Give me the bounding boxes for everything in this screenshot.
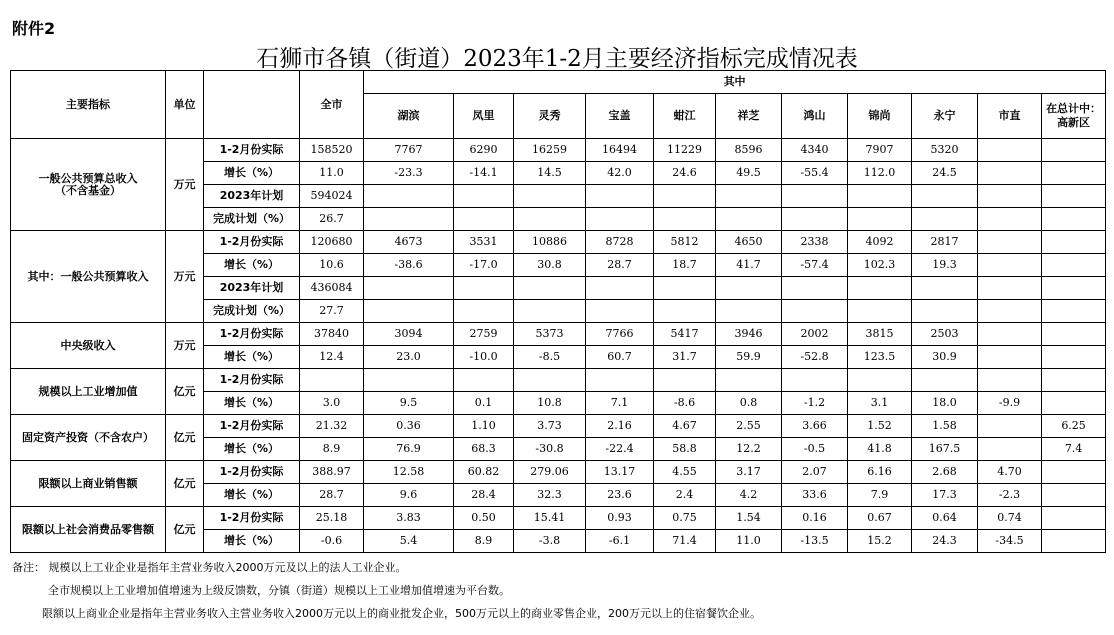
header-blank: [204, 71, 300, 139]
town-value: 5373: [514, 323, 586, 346]
town-value: 4.55: [654, 461, 716, 484]
town-value: 4650: [716, 231, 782, 254]
row-label: 完成计划（%）: [204, 300, 300, 323]
town-value: [978, 254, 1042, 277]
row-label: 1-2月份实际: [204, 369, 300, 392]
row-label: 1-2月份实际: [204, 231, 300, 254]
town-value: 12.58: [364, 461, 454, 484]
town-value: 2.68: [912, 461, 978, 484]
town-value: 0.67: [848, 507, 912, 530]
town-value: [782, 185, 848, 208]
town-value: 11229: [654, 139, 716, 162]
town-value: -9.9: [978, 392, 1042, 415]
town-value: 3.73: [514, 415, 586, 438]
town-value: -22.4: [586, 438, 654, 461]
indicator-name: 规模以上工业增加值: [11, 369, 166, 415]
town-value: -6.1: [586, 530, 654, 553]
town-value: [1042, 346, 1106, 369]
town-value: 3.83: [364, 507, 454, 530]
town-value: 10886: [514, 231, 586, 254]
town-value: 60.7: [586, 346, 654, 369]
table-row: [11, 415, 1106, 438]
town-value: 0.64: [912, 507, 978, 530]
town-value: 58.8: [654, 438, 716, 461]
city-value: 158520: [300, 139, 364, 162]
town-value: 24.6: [654, 162, 716, 185]
town-value: [1042, 323, 1106, 346]
table-row: [11, 323, 1106, 346]
town-value: [454, 185, 514, 208]
header-town: 在总计中：高新区: [1042, 94, 1106, 139]
town-value: [654, 300, 716, 323]
row-label: 增长（%）: [204, 438, 300, 461]
city-value: [300, 369, 364, 392]
unit-cell: 亿元: [166, 461, 204, 507]
town-value: 28.7: [586, 254, 654, 277]
town-value: 1.52: [848, 415, 912, 438]
indicator-name: 限额以上商业销售额: [11, 461, 166, 507]
town-value: [364, 277, 454, 300]
row-label: 增长（%）: [204, 346, 300, 369]
city-value: 37840: [300, 323, 364, 346]
indicator-name: 一般公共预算总收入 （不含基金）: [11, 139, 166, 231]
town-value: [912, 185, 978, 208]
note-3: 限额以上商业企业是指年主营业务收入主营业务收入2000万元以上的商业批发企业，500万元以上的商业零售企业，200万元以上的住宿餐饮企业。: [42, 607, 761, 620]
town-value: 7.1: [586, 392, 654, 415]
town-value: 23.0: [364, 346, 454, 369]
town-value: [978, 415, 1042, 438]
town-value: -55.4: [782, 162, 848, 185]
indicator-name: 中央级收入: [11, 323, 166, 369]
row-label: 增长（%）: [204, 254, 300, 277]
town-value: 0.8: [716, 392, 782, 415]
town-value: 3946: [716, 323, 782, 346]
note-2: 全市规模以上工业增加值增速为上级反馈数，分镇（街道）规模以上工业增加值增速为平台数。: [48, 584, 510, 597]
indicator-name: 其中：一般公共预算收入: [11, 231, 166, 323]
town-value: [782, 277, 848, 300]
header-indicator: 主要指标: [11, 71, 166, 139]
town-value: 5812: [654, 231, 716, 254]
header-group: 其中: [364, 71, 1106, 94]
city-value: 10.6: [300, 254, 364, 277]
city-value: -0.6: [300, 530, 364, 553]
town-value: -8.5: [514, 346, 586, 369]
row-label: 增长（%）: [204, 392, 300, 415]
town-value: 0.75: [654, 507, 716, 530]
town-value: 3.1: [848, 392, 912, 415]
row-label: 1-2月份实际: [204, 139, 300, 162]
indicator-name: 限额以上社会消费品零售额: [11, 507, 166, 553]
town-value: 0.50: [454, 507, 514, 530]
town-value: [716, 185, 782, 208]
town-value: [978, 231, 1042, 254]
town-value: [912, 208, 978, 231]
town-value: 33.6: [782, 484, 848, 507]
town-value: [978, 438, 1042, 461]
town-value: 2.07: [782, 461, 848, 484]
row-label: 2023年计划: [204, 185, 300, 208]
header-town: 市直: [978, 94, 1042, 139]
town-value: 9.6: [364, 484, 454, 507]
town-value: 11.0: [716, 530, 782, 553]
table-row: [11, 461, 1106, 484]
town-value: 279.06: [514, 461, 586, 484]
table-row: [11, 507, 1106, 530]
note-1: 备注： 规模以上工业企业是指年主营业务收入2000万元及以上的法人工业企业。: [12, 561, 407, 574]
town-value: [782, 369, 848, 392]
header-town: 锦尚: [848, 94, 912, 139]
town-value: 16494: [586, 139, 654, 162]
town-value: 31.7: [654, 346, 716, 369]
town-value: 3094: [364, 323, 454, 346]
town-value: 12.2: [716, 438, 782, 461]
town-value: [978, 369, 1042, 392]
header-town: 永宁: [912, 94, 978, 139]
town-value: 0.1: [454, 392, 514, 415]
town-value: 2817: [912, 231, 978, 254]
town-value: 6.25: [1042, 415, 1106, 438]
town-value: 6.16: [848, 461, 912, 484]
town-value: [1042, 392, 1106, 415]
town-value: -30.8: [514, 438, 586, 461]
header-town: 宝盖: [586, 94, 654, 139]
city-value: 8.9: [300, 438, 364, 461]
town-value: [1042, 507, 1106, 530]
city-value: 3.0: [300, 392, 364, 415]
town-value: [514, 300, 586, 323]
town-value: [1042, 300, 1106, 323]
town-value: [654, 185, 716, 208]
town-value: -57.4: [782, 254, 848, 277]
town-value: 167.5: [912, 438, 978, 461]
town-value: [1042, 484, 1106, 507]
header-town: 凤里: [454, 94, 514, 139]
town-value: [912, 369, 978, 392]
unit-cell: 亿元: [166, 507, 204, 553]
city-value: 12.4: [300, 346, 364, 369]
town-value: 60.82: [454, 461, 514, 484]
town-value: [978, 162, 1042, 185]
town-value: [514, 369, 586, 392]
town-value: 71.4: [654, 530, 716, 553]
town-value: 4.67: [654, 415, 716, 438]
town-value: 7767: [364, 139, 454, 162]
header-town: 鸿山: [782, 94, 848, 139]
town-value: [978, 208, 1042, 231]
town-value: 2002: [782, 323, 848, 346]
row-label: 增长（%）: [204, 530, 300, 553]
town-value: [848, 300, 912, 323]
town-value: 16259: [514, 139, 586, 162]
town-value: 15.2: [848, 530, 912, 553]
notes: [12, 556, 761, 625]
town-value: 32.3: [514, 484, 586, 507]
row-label: 完成计划（%）: [204, 208, 300, 231]
header-town: 灵秀: [514, 94, 586, 139]
town-value: 1.58: [912, 415, 978, 438]
town-value: 2.55: [716, 415, 782, 438]
town-value: 41.8: [848, 438, 912, 461]
town-value: 8596: [716, 139, 782, 162]
town-value: 3.17: [716, 461, 782, 484]
town-value: 24.5: [912, 162, 978, 185]
town-value: [364, 369, 454, 392]
town-value: -34.5: [978, 530, 1042, 553]
town-value: [716, 300, 782, 323]
town-value: 7766: [586, 323, 654, 346]
town-value: 4.70: [978, 461, 1042, 484]
header-unit: 单位: [166, 71, 204, 139]
town-value: [514, 185, 586, 208]
town-value: [586, 369, 654, 392]
town-value: 9.5: [364, 392, 454, 415]
town-value: 2.16: [586, 415, 654, 438]
town-value: [978, 277, 1042, 300]
town-value: 30.9: [912, 346, 978, 369]
town-value: 0.36: [364, 415, 454, 438]
town-value: [782, 208, 848, 231]
town-value: 112.0: [848, 162, 912, 185]
town-value: 3815: [848, 323, 912, 346]
town-value: 1.10: [454, 415, 514, 438]
unit-cell: 万元: [166, 231, 204, 323]
town-value: [364, 185, 454, 208]
town-value: 2338: [782, 231, 848, 254]
town-value: 5320: [912, 139, 978, 162]
town-value: -2.3: [978, 484, 1042, 507]
town-value: 15.41: [514, 507, 586, 530]
town-value: -52.8: [782, 346, 848, 369]
town-value: 7.9: [848, 484, 912, 507]
town-value: -38.6: [364, 254, 454, 277]
town-value: [978, 139, 1042, 162]
town-value: [978, 323, 1042, 346]
town-value: -17.0: [454, 254, 514, 277]
indicator-table: [10, 70, 1106, 553]
town-value: 5417: [654, 323, 716, 346]
town-value: [848, 208, 912, 231]
indicator-name: 固定资产投资（不含农户）: [11, 415, 166, 461]
town-value: [654, 277, 716, 300]
town-value: [1042, 139, 1106, 162]
town-value: 0.16: [782, 507, 848, 530]
table-row: [11, 139, 1106, 162]
row-label: 增长（%）: [204, 162, 300, 185]
town-value: [1042, 208, 1106, 231]
header-city: 全市: [300, 71, 364, 139]
town-value: 3.66: [782, 415, 848, 438]
town-value: 19.3: [912, 254, 978, 277]
town-value: 59.9: [716, 346, 782, 369]
town-value: 4673: [364, 231, 454, 254]
town-value: [454, 369, 514, 392]
town-value: 4340: [782, 139, 848, 162]
town-value: -14.1: [454, 162, 514, 185]
town-value: [1042, 277, 1106, 300]
city-value: 26.7: [300, 208, 364, 231]
row-label: 1-2月份实际: [204, 507, 300, 530]
city-value: 388.97: [300, 461, 364, 484]
town-value: [454, 208, 514, 231]
town-value: [364, 208, 454, 231]
town-value: [654, 208, 716, 231]
town-value: 0.93: [586, 507, 654, 530]
unit-cell: 亿元: [166, 415, 204, 461]
town-value: 10.8: [514, 392, 586, 415]
town-value: 123.5: [848, 346, 912, 369]
town-value: [514, 277, 586, 300]
city-value: 436084: [300, 277, 364, 300]
table-row: [11, 231, 1106, 254]
town-value: 30.8: [514, 254, 586, 277]
city-value: 27.7: [300, 300, 364, 323]
town-value: [364, 300, 454, 323]
town-value: [1042, 369, 1106, 392]
city-value: 25.18: [300, 507, 364, 530]
unit-cell: 亿元: [166, 369, 204, 415]
town-value: [848, 277, 912, 300]
row-label: 1-2月份实际: [204, 323, 300, 346]
town-value: [848, 185, 912, 208]
town-value: [1042, 185, 1106, 208]
town-value: [848, 369, 912, 392]
town-value: [654, 369, 716, 392]
attachment-label: 附件2: [12, 19, 56, 38]
town-value: 6290: [454, 139, 514, 162]
header-town: 湖滨: [364, 94, 454, 139]
town-value: 1.54: [716, 507, 782, 530]
town-value: [912, 277, 978, 300]
town-value: 24.3: [912, 530, 978, 553]
town-value: -13.5: [782, 530, 848, 553]
town-value: 18.7: [654, 254, 716, 277]
town-value: 23.6: [586, 484, 654, 507]
city-value: 11.0: [300, 162, 364, 185]
town-value: [1042, 530, 1106, 553]
town-value: 17.3: [912, 484, 978, 507]
town-value: 102.3: [848, 254, 912, 277]
town-value: 68.3: [454, 438, 514, 461]
town-value: [978, 185, 1042, 208]
town-value: [716, 277, 782, 300]
town-value: [1042, 461, 1106, 484]
table-row: [11, 369, 1106, 392]
town-value: [716, 208, 782, 231]
row-label: 1-2月份实际: [204, 461, 300, 484]
town-value: 49.5: [716, 162, 782, 185]
town-value: [782, 300, 848, 323]
town-value: 41.7: [716, 254, 782, 277]
town-value: 76.9: [364, 438, 454, 461]
city-value: 120680: [300, 231, 364, 254]
town-value: -10.0: [454, 346, 514, 369]
town-value: 7.4: [1042, 438, 1106, 461]
town-value: 8728: [586, 231, 654, 254]
town-value: -8.6: [654, 392, 716, 415]
town-value: 2.4: [654, 484, 716, 507]
town-value: 0.74: [978, 507, 1042, 530]
town-value: 5.4: [364, 530, 454, 553]
town-value: 3531: [454, 231, 514, 254]
town-value: 13.17: [586, 461, 654, 484]
row-label: 1-2月份实际: [204, 415, 300, 438]
town-value: [1042, 254, 1106, 277]
city-value: 21.32: [300, 415, 364, 438]
city-value: 594024: [300, 185, 364, 208]
town-value: -0.5: [782, 438, 848, 461]
town-value: [586, 277, 654, 300]
town-value: [586, 185, 654, 208]
header-town: 祥芝: [716, 94, 782, 139]
town-value: 28.4: [454, 484, 514, 507]
town-value: [454, 300, 514, 323]
town-value: 4092: [848, 231, 912, 254]
town-value: -23.3: [364, 162, 454, 185]
town-value: [978, 346, 1042, 369]
town-value: [716, 369, 782, 392]
header-town: 蚶江: [654, 94, 716, 139]
row-label: 增长（%）: [204, 484, 300, 507]
town-value: [1042, 162, 1106, 185]
town-value: 4.2: [716, 484, 782, 507]
town-value: [586, 300, 654, 323]
town-value: 2759: [454, 323, 514, 346]
unit-cell: 万元: [166, 323, 204, 369]
page-title: 石狮市各镇（街道）2023年1-2月主要经济指标完成情况表: [256, 46, 858, 72]
town-value: 42.0: [586, 162, 654, 185]
row-label: 2023年计划: [204, 277, 300, 300]
town-value: [1042, 231, 1106, 254]
town-value: 2503: [912, 323, 978, 346]
town-value: [514, 208, 586, 231]
town-value: [586, 208, 654, 231]
town-value: 18.0: [912, 392, 978, 415]
city-value: 28.7: [300, 484, 364, 507]
town-value: [454, 277, 514, 300]
town-value: 14.5: [514, 162, 586, 185]
town-value: -3.8: [514, 530, 586, 553]
town-value: [912, 300, 978, 323]
town-value: 8.9: [454, 530, 514, 553]
town-value: 7907: [848, 139, 912, 162]
town-value: -1.2: [782, 392, 848, 415]
unit-cell: 万元: [166, 139, 204, 231]
town-value: [978, 300, 1042, 323]
